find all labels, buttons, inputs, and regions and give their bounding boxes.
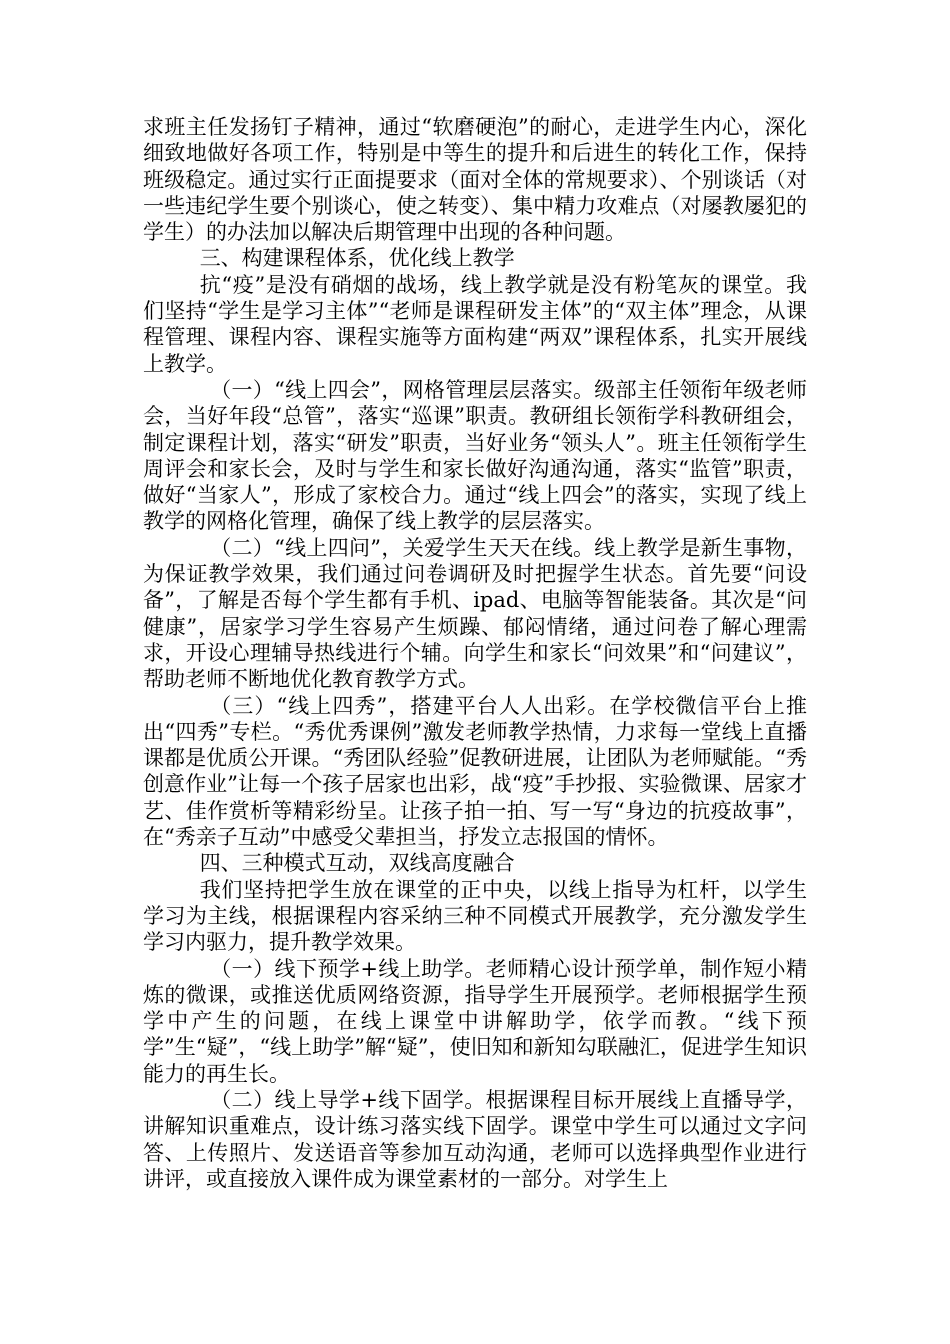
subsection-paragraph: （三）“线上四秀”，搭建平台人人出彩。在学校微信平台上推出“四秀”专栏。“秀优秀课例”激发老师教学热情，力求每一堂线上直播课都是优质公开课。“秀团队经验”促教研进展，让团队为老师赋能。“秀创意作业”让每一个孩子居家也出彩，战“疫”手抄报、实验微课、居家才艺、佳作赏析等精彩纷呈。让孩子拍一拍、写一写“身边的抗疫故事”，在“秀亲子互动”中感受父辈担当，抒发立志报国的情怀。 (143, 693, 807, 850)
section-heading-4: 四、三种模式互动，双线高度融合 (199, 851, 515, 876)
subsection-paragraph: （二）线上导学+线下固学。根据课程目标开展线上直播导学，讲解知识重难点，设计练习落实线下固学。课堂中学生可以通过文字问答、上传照片、发送语音等参加互动沟通，老师可以选择典型作业进行讲评，或直接放入课件成为课堂素材的一部分。对学生上 (143, 1087, 807, 1191)
paragraph: 抗“疫”是没有硝烟的战场，线上教学就是没有粉笔灰的课堂。我们坚持“学生是学习主体”“老师是课程研发主体”的“双主体”理念，从课程管理、课程内容、课程实施等方面构建“两双”课程体系，扎实开展线上教学。 (143, 272, 807, 376)
document-body (143, 114, 807, 1192)
paragraph: 我们坚持把学生放在课堂的正中央，以线上指导为杠杆，以学生学习为主线，根据课程内容采纳三种不同模式开展教学，充分激发学生学习内驱力，提升教学效果。 (143, 877, 807, 955)
subsection-paragraph: （二）“线上四问”，关爱学生天天在线。线上教学是新生事物，为保证教学效果，我们通过问卷调研及时把握学生状态。首先要“问设备”，了解是否每个学生都有手机、ipad、电脑等智能装备。其次是“问健康”，居家学习学生容易产生烦躁、郁闷情绪，通过问卷了解心理需求，开设心理辅导热线进行个辅。向学生和家长“问效果”和“问建议”，帮助老师不断地优化教育教学方式。 (143, 535, 807, 692)
section-heading-3: 三、构建课程体系，优化线上教学 (199, 246, 515, 271)
subsection-paragraph: （一）“线上四会”，网格管理层层落实。级部主任领衔年级老师会，当好年段“总管”，落实“巡课”职责。教研组长领衔学科教研组会，制定课程计划，落实“研发”职责，当好业务“领头人”。班主任领衔学生周评会和家长会，及时与学生和家长做好沟通沟通，落实“监管”职责，做好“当家人”，形成了家校合力。通过“线上四会”的落实，实现了线上教学的网格化管理，确保了线上教学的层层落实。 (143, 377, 807, 534)
subsection-paragraph: （一）线下预学+线上助学。老师精心设计预学单，制作短小精炼的微课，或推送优质网络资源，指导学生开展预学。老师根据学生预学中产生的问题，在线上课堂中讲解助学，依学而教。“线下预学”生“疑”，“线上助学”解“疑”，使旧知和新知勾联融汇，促进学生知识能力的再生长。 (143, 956, 807, 1086)
paragraph-continuation: 求班主任发扬钉子精神，通过“软磨硬泡”的耐心，走进学生内心，深化细致地做好各项工作，特别是中等生的提升和后进生的转化工作，保持班级稳定。通过实行正面提要求（面对全体的常规要求）、个别谈话（对一些违纪学生要个别谈心，使之转变）、集中精力攻难点（对屡教屡犯的学生）的办法加以解决后期管理中出现的各种问题。 (143, 115, 807, 245)
